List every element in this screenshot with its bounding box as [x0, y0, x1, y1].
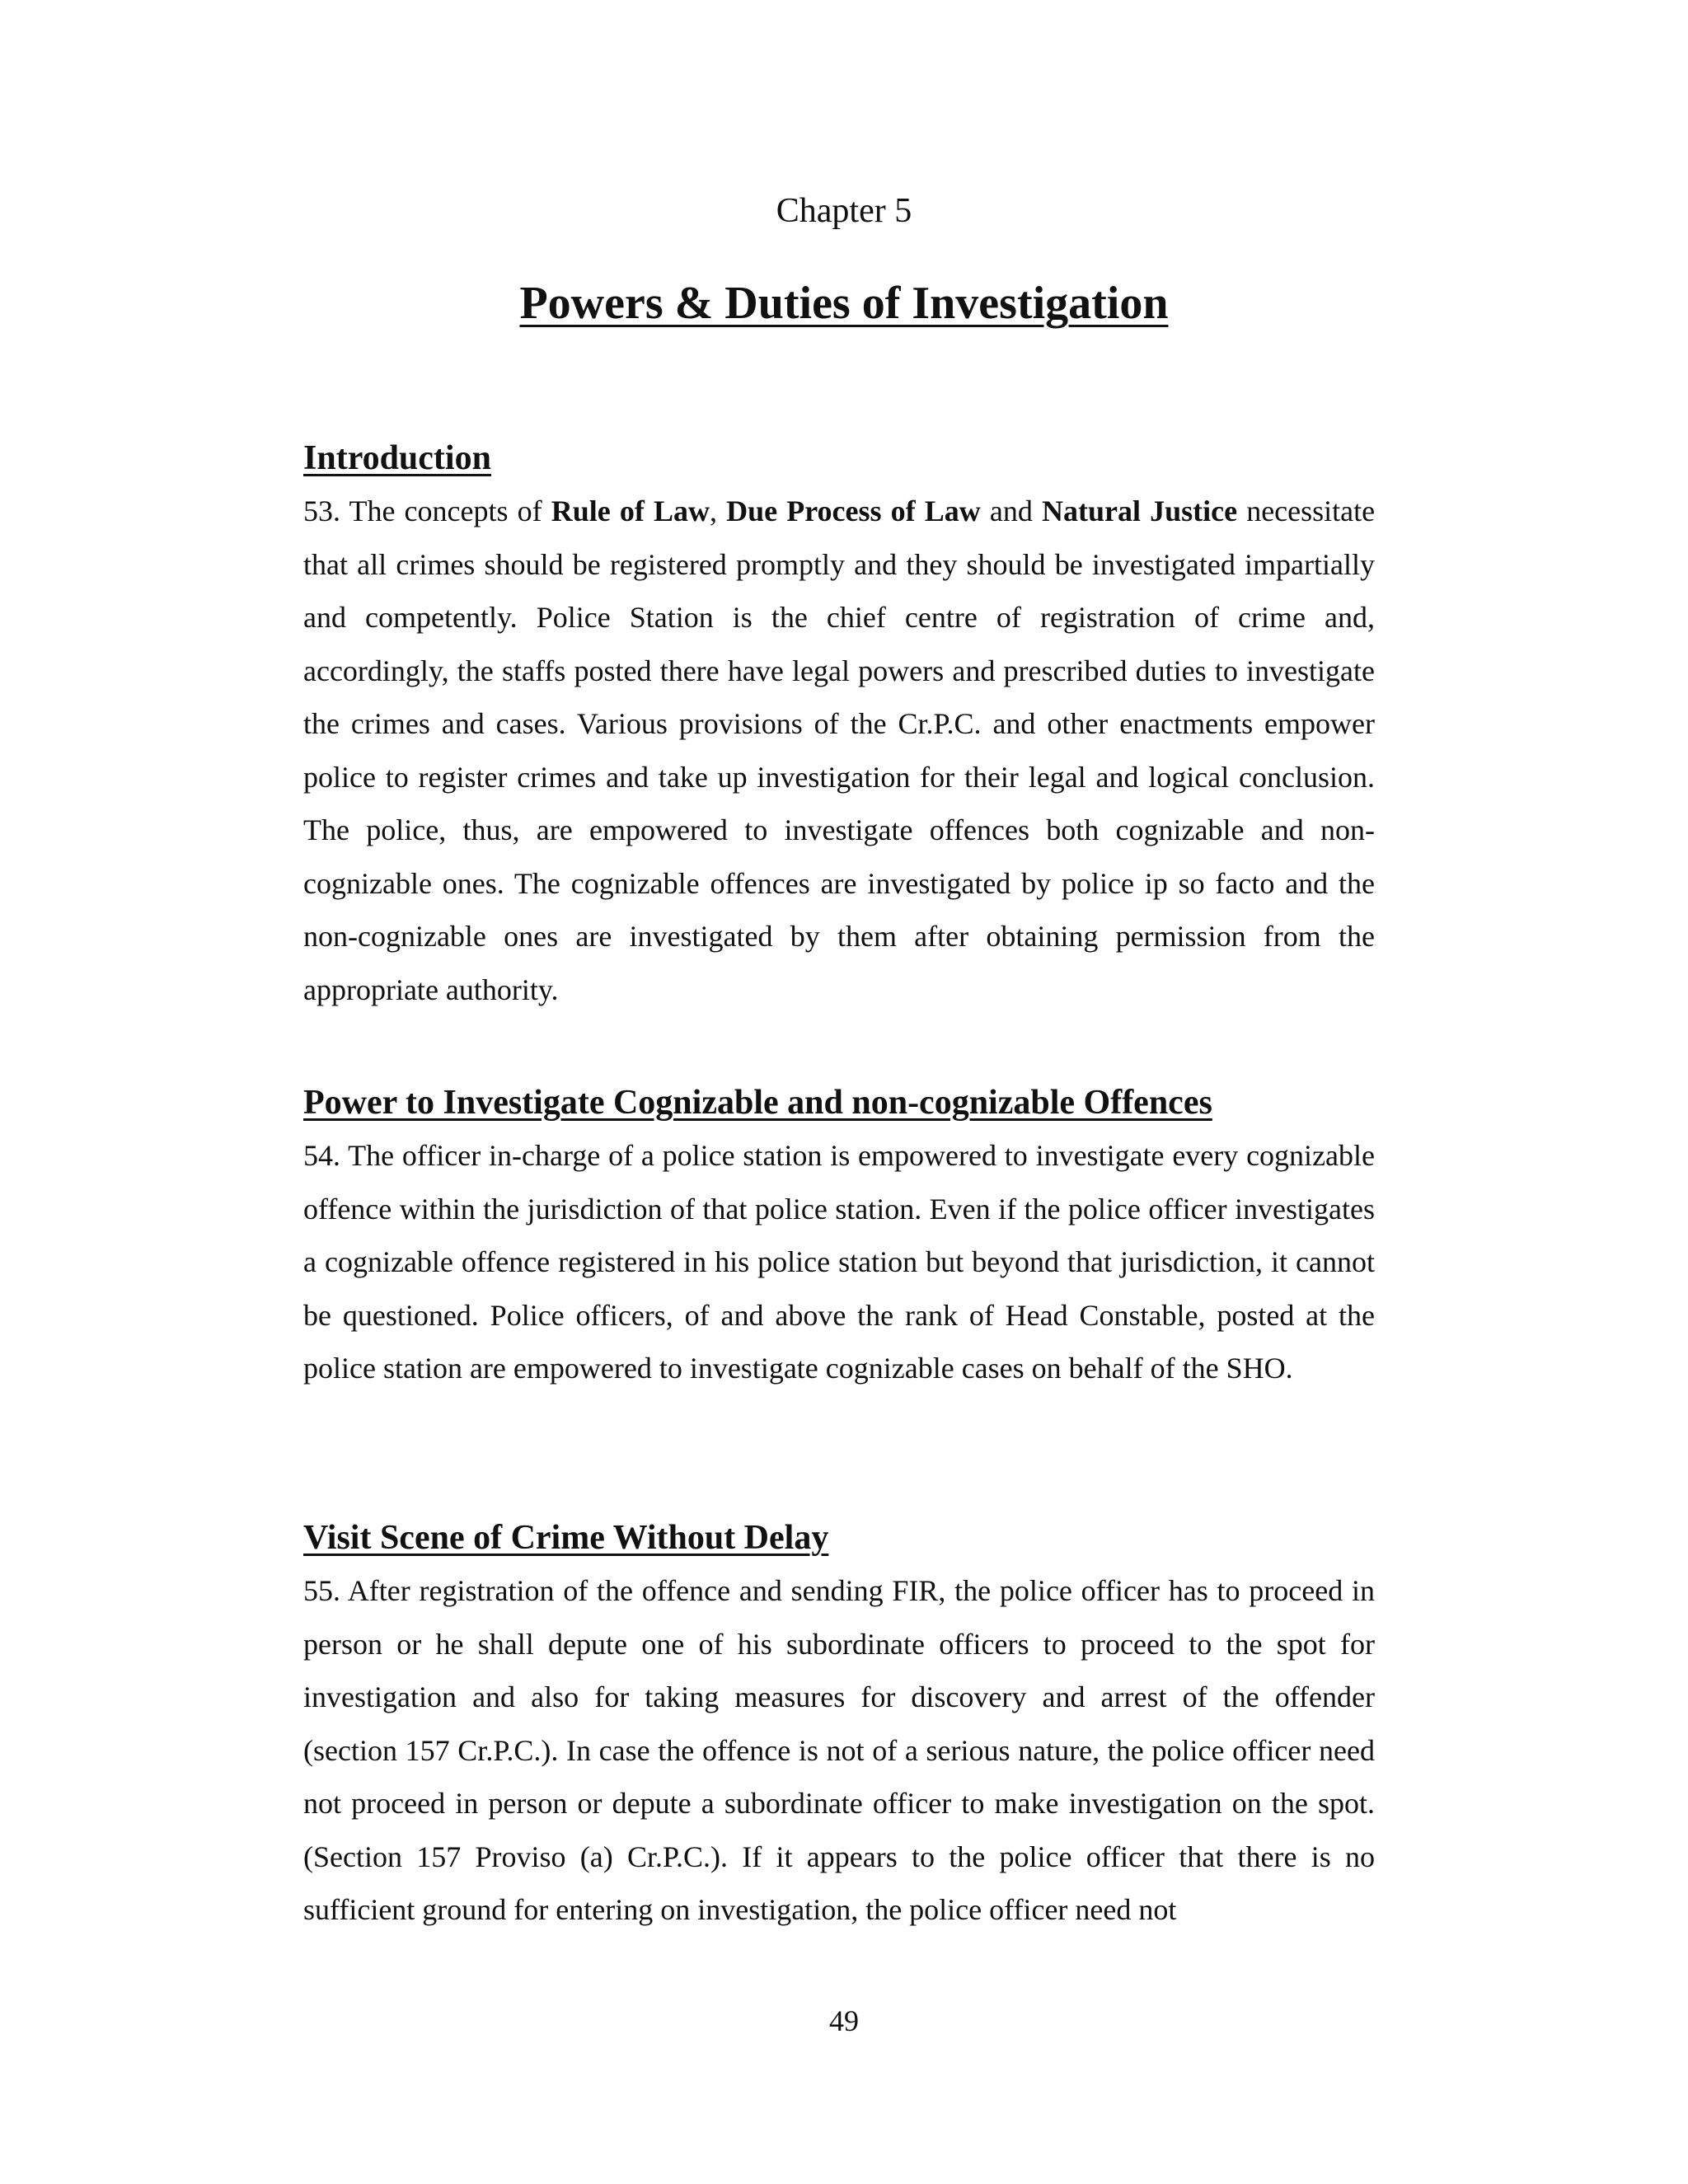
chapter-label: Chapter 5 — [776, 192, 912, 230]
chapter-title: Powers & Duties of Investigation — [519, 278, 1169, 329]
term-separator: and — [989, 494, 1033, 527]
section-paragraph: 55. After registration of the offence and sending FIR, the police officer has to proceed in person or he shall depute one of his subordinate officers to proceed to the spot for investigation and also for taking measures for discovery and arrest of the offender (section 157 Cr.P.C.). In case the offence is not of a serious nature, the police officer need not proceed in person or depute a subordinate officer to make investigation on the spot. (Section 157 Proviso (a) Cr.P.C.). If it appears to the police officer that there is no sufficient ground for entering on investigation, the police officer need not — [303, 1574, 1375, 1926]
section-introduction — [303, 435, 1375, 1016]
paragraph-intro: The concepts of — [349, 494, 542, 527]
paragraph-number: 53. — [303, 494, 340, 527]
term-separator: , — [709, 494, 717, 527]
section-heading: Introduction — [303, 439, 491, 477]
term-natural-justice: Natural Justice — [1041, 494, 1238, 527]
section-heading: Power to Investigate Cognizable and non-cognizable Offences — [303, 1084, 1212, 1122]
paragraph-body: necessitate that all crimes should be registered promptly and they should be investigated impartially and competently. Police Station is the chief centre of registration of crime and, accordingly, the staffs posted there have legal powers and prescribed duties to investigate the crimes and cases. Various provisions of the Cr.P.C. and other enactments empower police to register crimes and take up investigation for their legal and logical conclusion. The police, thus, are empowered to investigate offences both cognizable and non- cognizable ones. The cognizable offences are investigated by police ip so facto and the non-cognizable ones are investigated by them after obtaining permission from the appropriate authority. — [303, 494, 1376, 1006]
term-rule-of-law: Rule of Law — [551, 494, 710, 527]
section-paragraph: 54. The officer in-charge of a police station is empowered to investigate every cognizable offence within the jurisdiction of that police station. Even if the police officer investigates a cognizable offence registered in his police station but beyond that jurisdiction, it cannot be questioned. Police officers, of and above the rank of Head Constable, posted at the police station are empowered to investigate cognizable cases on behalf of the SHO. — [303, 1139, 1375, 1385]
section-paragraph — [303, 485, 1375, 1016]
term-due-process: Due Process of Law — [726, 494, 981, 527]
page-number: 49 — [829, 2004, 859, 2037]
section-power-to-investigate — [303, 1080, 1375, 1395]
section-heading: Visit Scene of Crime Without Delay — [303, 1519, 829, 1557]
section-visit-scene — [303, 1515, 1375, 1937]
